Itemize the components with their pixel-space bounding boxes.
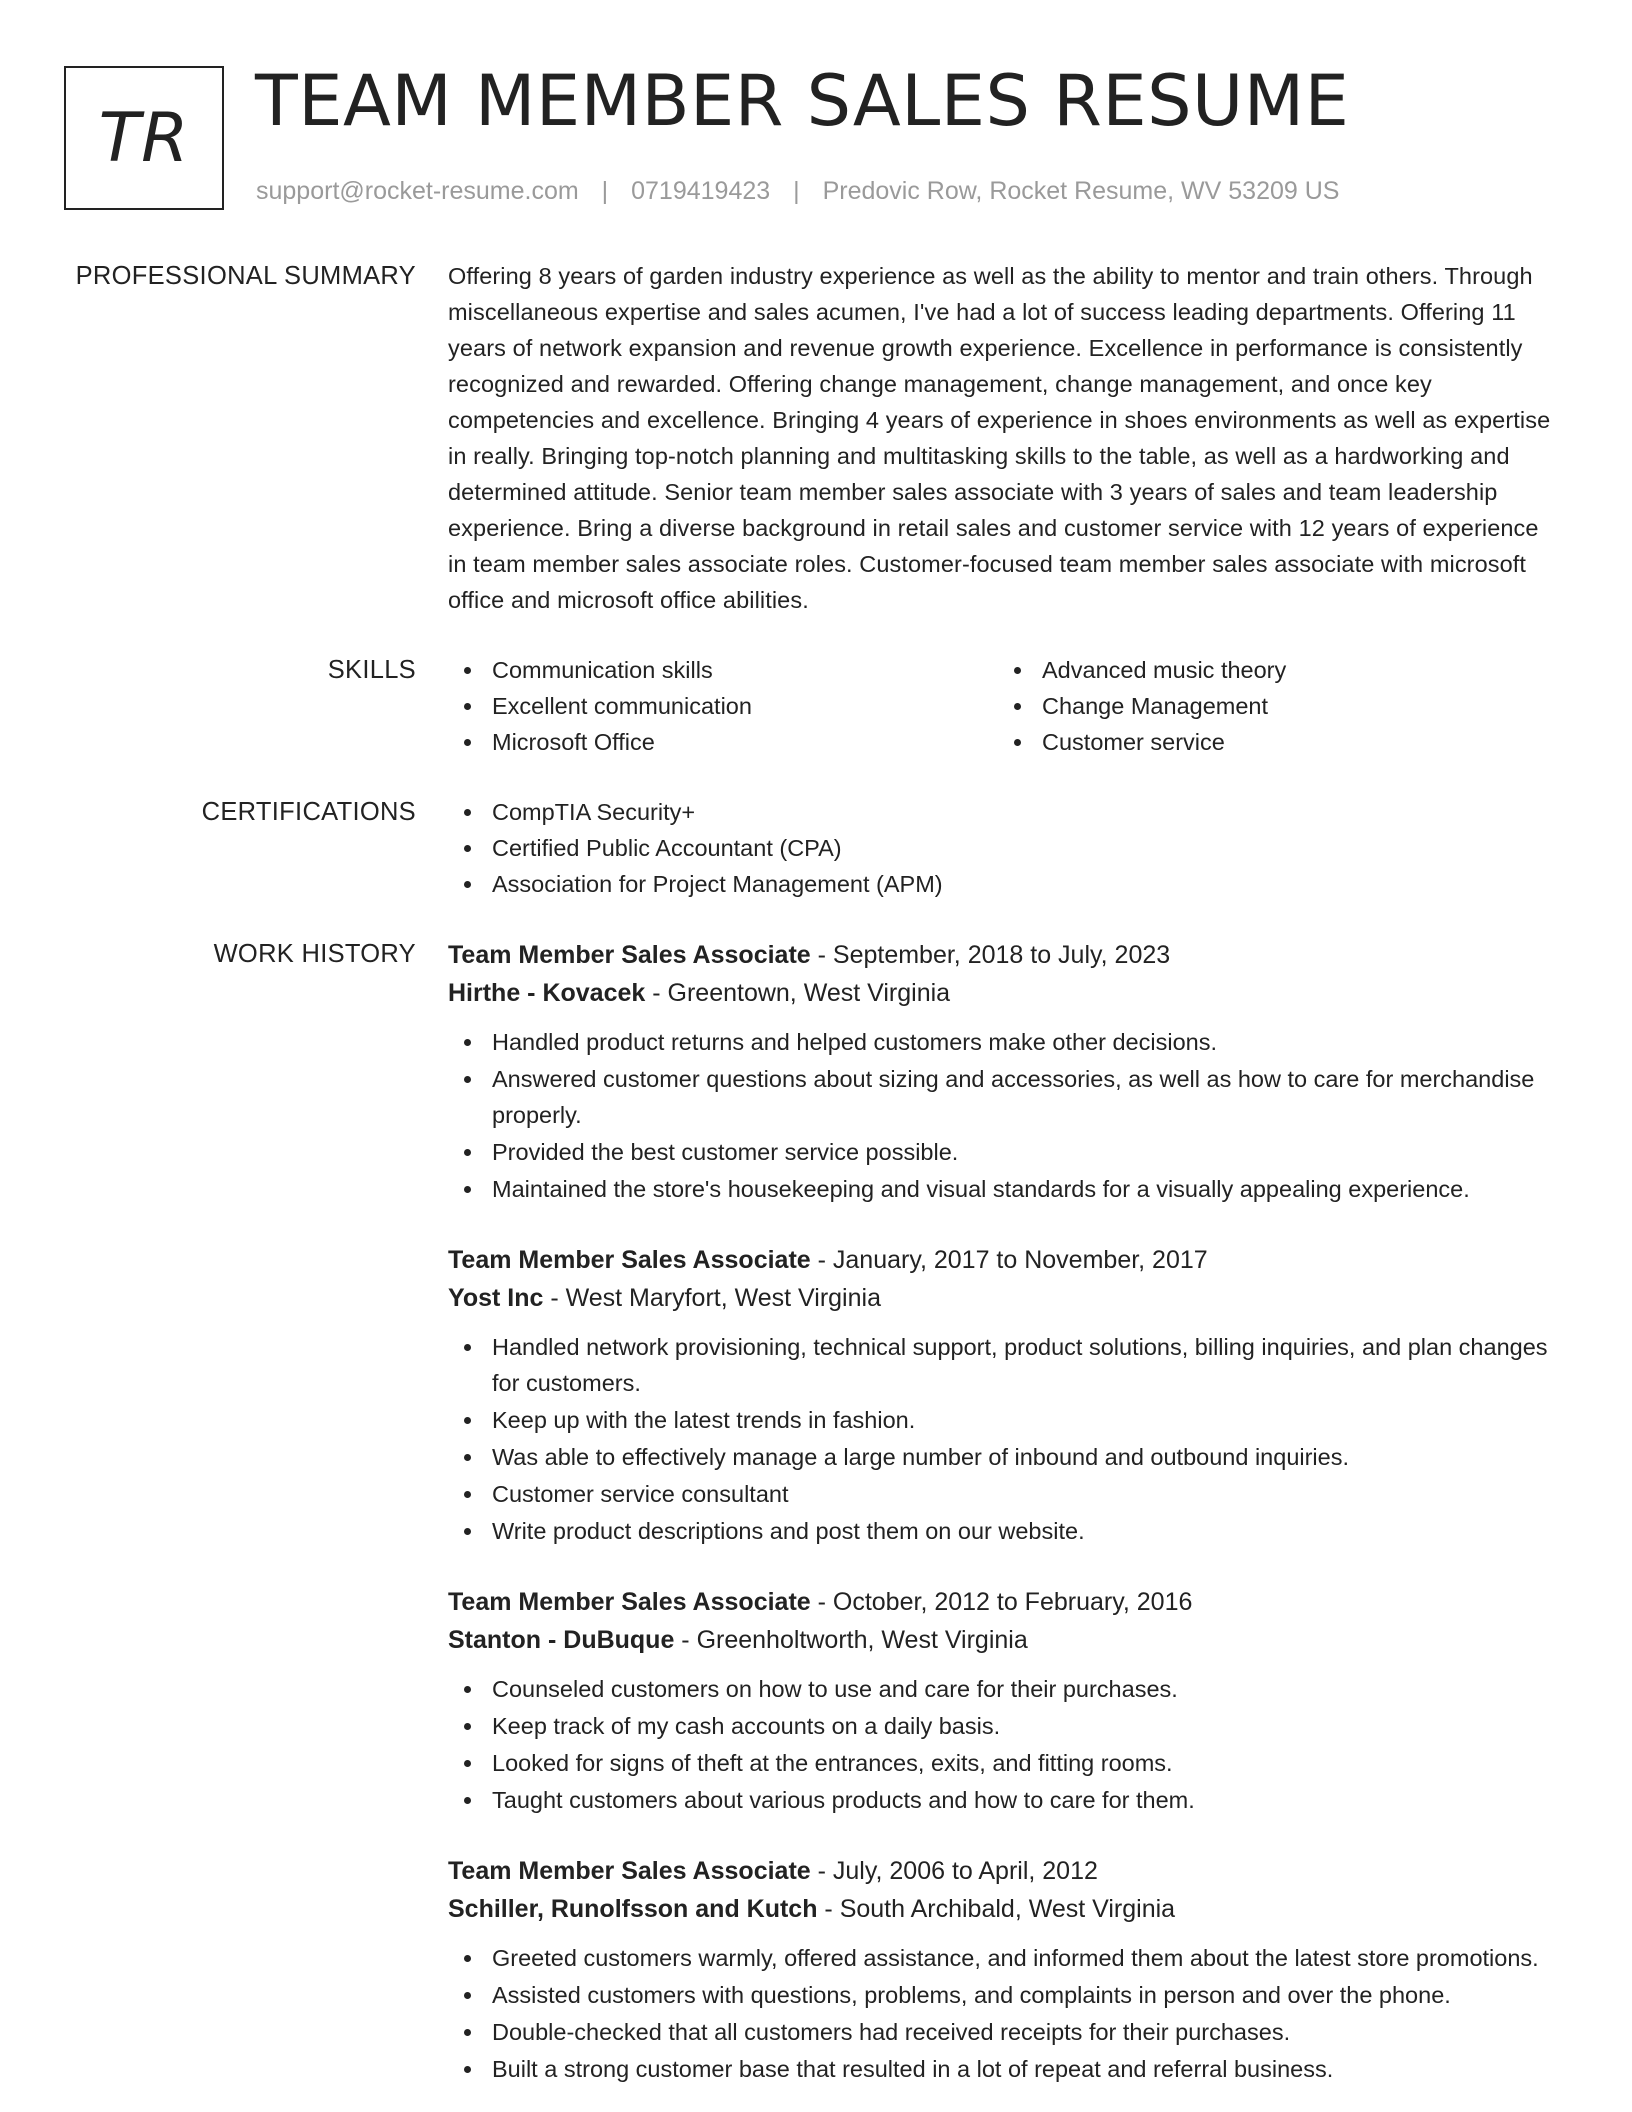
job-company: Hirthe - Kovacek — [448, 979, 646, 1007]
job-company: Schiller, Runolfsson and Kutch — [448, 1895, 818, 1923]
section-label-certifications: CERTIFICATIONS — [201, 798, 416, 826]
certification-item: Association for Project Management (APM) — [448, 866, 1563, 902]
job-bullet: Provided the best customer service possible. — [448, 1134, 1563, 1170]
skills-grid — [448, 652, 1563, 760]
work-history-body — [448, 936, 1563, 2112]
job-company-line — [448, 1890, 1563, 1928]
job-bullet: Built a strong customer base that resulted in a lot of repeat and referral business. — [448, 2051, 1563, 2087]
job-bullet: Looked for signs of theft at the entrances, exits, and fitting rooms. — [448, 1745, 1563, 1781]
resume-content — [0, 258, 1632, 2112]
job-location: - Greentown, West Virginia — [645, 979, 951, 1007]
job-bullet: Keep track of my cash accounts on a daily basis. — [448, 1708, 1563, 1744]
job-company-line — [448, 1621, 1563, 1659]
certification-item: Certified Public Accountant (CPA) — [448, 830, 1563, 866]
job-dates: - July, 2006 to April, 2012 — [810, 1857, 1098, 1885]
skills-list-right — [998, 652, 1548, 760]
summary-text: Offering 8 years of garden industry experience as well as the ability to mentor and train others. Through miscellaneous expertise and sales acumen, I've had a lot of success leading departments. Offering 11 years of network expansion and revenue growth experience. Excellence in performance is consistently recognized and rewarded. Offering change management, change management, and once key competencies and excellence. Bringing 4 years of experience in shoes environments as well as expertise in really. Bringing top-notch planning and multitasking skills to the table, as well as a hardworking and determined attitude. Senior team member sales associate with 3 years of sales and team leadership experience. Bring a diverse background in retail sales and customer service with 12 years of experience in team member sales associate roles. Customer-focused team member sales associate with microsoft office and microsoft office abilities. — [448, 263, 1551, 613]
section-label-work-history: WORK HISTORY — [213, 940, 416, 968]
work-history-section — [0, 936, 1632, 2112]
contact-phone[interactable]: 0719419423 — [631, 177, 771, 205]
job-bullet: Taught customers about various products and how to care for them. — [448, 1782, 1563, 1818]
skills-section — [0, 652, 1632, 760]
job-bullets — [448, 1024, 1563, 1207]
job-bullets — [448, 1940, 1563, 2087]
job-bullet: Greeted customers warmly, offered assistance, and informed them about the latest store promotions. — [448, 1940, 1563, 1976]
skill-item: Communication skills — [448, 652, 998, 688]
section-label-skills: SKILLS — [327, 656, 416, 684]
job-bullet: Handled network provisioning, technical support, product solutions, billing inquiries, and plan changes for customers. — [448, 1329, 1563, 1401]
job-company-line — [448, 1279, 1563, 1317]
section-label-summary: PROFESSIONAL SUMMARY — [75, 262, 416, 290]
skill-item: Excellent communication — [448, 688, 998, 724]
contact-email[interactable]: support@rocket-resume.com — [256, 177, 579, 205]
job-company-line — [448, 974, 1563, 1012]
job-entry — [448, 1241, 1563, 1549]
job-company: Stanton - DuBuque — [448, 1626, 675, 1654]
job-title-line — [448, 1852, 1563, 1890]
job-dates: - September, 2018 to July, 2023 — [810, 941, 1171, 969]
job-bullet: Counseled customers on how to use and care for their purchases. — [448, 1671, 1563, 1707]
job-bullet: Write product descriptions and post them on our website. — [448, 1513, 1563, 1549]
job-company: Yost Inc — [448, 1284, 544, 1312]
job-title: Team Member Sales Associate — [448, 1246, 811, 1274]
job-location: - West Maryfort, West Virginia — [543, 1284, 881, 1312]
contact-separator: | — [601, 177, 609, 205]
job-entry — [448, 1583, 1563, 1818]
monogram-initials: TR — [98, 98, 190, 178]
job-dates: - January, 2017 to November, 2017 — [810, 1246, 1208, 1274]
job-title-line — [448, 1583, 1563, 1621]
resume-title: TEAM MEMBER SALES RESUME — [255, 60, 1350, 142]
job-bullet: Maintained the store's housekeeping and visual standards for a visually appealing experience. — [448, 1171, 1563, 1207]
certifications-body — [448, 794, 1563, 902]
job-entry — [448, 1852, 1563, 2087]
job-bullet: Double-checked that all customers had received receipts for their purchases. — [448, 2014, 1563, 2050]
job-title: Team Member Sales Associate — [448, 1857, 811, 1885]
skill-item: Advanced music theory — [998, 652, 1548, 688]
skill-item: Customer service — [998, 724, 1548, 760]
job-bullet: Answered customer questions about sizing and accessories, as well as how to care for merchandise properly. — [448, 1061, 1563, 1133]
job-title: Team Member Sales Associate — [448, 1588, 811, 1616]
job-location: - South Archibald, West Virginia — [817, 1895, 1176, 1923]
job-bullets — [448, 1329, 1563, 1549]
certification-item: CompTIA Security+ — [448, 794, 1563, 830]
job-bullet: Keep up with the latest trends in fashion. — [448, 1402, 1563, 1438]
job-bullets — [448, 1671, 1563, 1818]
job-bullet: Handled product returns and helped customers make other decisions. — [448, 1024, 1563, 1060]
certifications-list — [448, 794, 1563, 902]
job-title-line — [448, 936, 1563, 974]
job-dates: - October, 2012 to February, 2016 — [810, 1588, 1193, 1616]
job-entry — [448, 936, 1563, 1207]
job-location: - Greenholtworth, West Virginia — [674, 1626, 1028, 1654]
skill-item: Change Management — [998, 688, 1548, 724]
job-title-line — [448, 1241, 1563, 1279]
monogram-box — [64, 66, 224, 210]
certifications-section — [0, 794, 1632, 902]
contact-separator: | — [793, 177, 800, 205]
skills-list-left — [448, 652, 998, 760]
skill-item: Microsoft Office — [448, 724, 998, 760]
summary-section — [0, 258, 1632, 618]
job-bullet: Customer service consultant — [448, 1476, 1563, 1512]
job-title: Team Member Sales Associate — [448, 941, 811, 969]
job-bullet: Assisted customers with questions, problems, and complaints in person and over the phone. — [448, 1977, 1563, 2013]
job-bullet: Was able to effectively manage a large number of inbound and outbound inquiries. — [448, 1439, 1563, 1475]
contact-address: Predovic Row, Rocket Resume, WV 53209 US — [822, 177, 1340, 205]
contact-line — [256, 174, 1339, 208]
